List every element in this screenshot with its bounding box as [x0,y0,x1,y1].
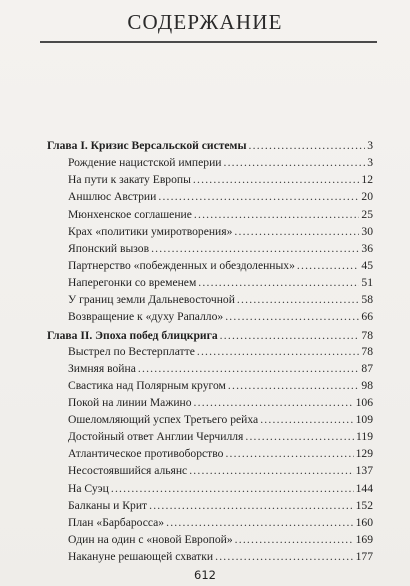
toc-leader-dots [198,276,359,290]
toc-entry [68,345,373,359]
toc-entry-title: Наперегонки со временем [68,276,197,289]
toc-entry [68,550,373,564]
toc-entry-title: Несостоявшийся альянс [68,464,188,478]
toc-entry [68,499,373,513]
toc-entry-title: На Суэц [68,481,109,495]
toc-chapter-2 [47,329,373,343]
toc-leader-dots [215,550,354,564]
toc-page-number: 169 [355,532,373,546]
toc-page-number: 144 [355,481,373,495]
toc-entry-title: Покой на линии Мажино [68,395,192,409]
toc-entry-title: У границ земли Дальневосточной [68,293,235,307]
toc-leader-dots [235,533,354,547]
toc-entry-title: На пути к закату Европы [68,173,191,187]
toc-entry [68,156,373,170]
toc-leader-dots [138,362,360,376]
toc-entry-title: Партнерство «побежденных и обездоленных» [68,258,295,272]
toc-page-number: 20 [361,190,373,204]
toc-entry-title: Один на один с «новой Европой» [68,532,233,546]
toc-page-number: 109 [355,413,373,426]
toc-leader-dots [228,379,360,393]
toc-entry-title: Атлантическое противоборство [68,447,224,461]
toc-entry [68,276,373,290]
toc-entry [68,533,373,547]
toc-page-number: 78 [361,344,373,358]
toc-entry-title: Крах «политики умиротворения» [68,224,233,238]
toc-entry [68,413,373,427]
toc-page-number: 58 [361,293,373,307]
toc-leader-dots [237,293,359,307]
toc-page-number: 98 [361,378,373,392]
toc-leader-dots [194,396,354,410]
toc-page-number: 177 [355,550,373,563]
toc-entry [68,482,373,496]
toc-page-number: 12 [361,173,373,187]
toc-entry [68,396,373,410]
toc-chapter-title: Глава I. Кризис Версальской системы [47,139,247,152]
toc-entry [68,242,373,256]
toc-page-number: 36 [361,241,373,255]
toc-leader-dots [193,173,360,187]
toc-leader-dots [189,464,353,478]
toc-page-number: 160 [355,515,373,529]
toc-page-number: 3 [367,139,373,152]
toc-page-number: 119 [356,430,373,444]
toc-entry [68,430,373,444]
toc-entry [68,208,373,222]
toc-entry-title: Свастика над Полярным кругом [68,378,226,392]
toc-page-number: 152 [355,498,373,512]
toc-entry [68,379,373,393]
toc-page-number: 51 [361,276,373,289]
toc-leader-dots [111,482,354,496]
toc-entry-title: Мюнхенское соглашение [68,207,192,221]
toc-leader-dots [223,156,365,170]
toc-entry-title: Балканы и Крит [68,498,148,512]
toc-leader-dots [297,259,360,273]
toc-page-number: 45 [361,258,373,272]
toc-entry-title: Выстрел по Вестерплатте [68,344,195,358]
toc-leader-dots [245,430,354,444]
toc-leader-dots [225,310,359,324]
toc-entry-title: Зимняя война [68,361,136,375]
toc-leader-dots [234,225,359,239]
toc-page-number: 30 [361,224,373,238]
toc-leader-dots [194,208,360,222]
toc-entry-title: Японский вызов [68,241,150,255]
page-number: 612 [194,568,216,582]
toc-leader-dots [149,499,354,513]
toc-entry [68,190,373,204]
toc-entry-title: Достойный ответ Англии Черчилля [68,430,244,444]
toc-entry [68,516,373,530]
toc-page-number: 3 [367,156,373,170]
toc-entry-title: Аншлюс Австрии [68,190,157,204]
toc-leader-dots [197,345,360,359]
toc-entry [68,293,373,307]
toc-chapter-1 [47,139,373,153]
toc-entry [68,225,373,239]
toc-page-number: 129 [355,447,373,461]
toc-page-number: 25 [361,207,373,221]
toc-leader-dots [260,413,353,427]
toc-entry [68,362,373,376]
toc-leader-dots [166,516,354,530]
toc-page-number: 66 [361,310,373,324]
toc-entry-title: Возвращение к «духу Рапалло» [68,310,224,324]
toc-chapter-title: Глава II. Эпоха побед блицкрига [47,329,218,343]
toc-leader-dots [225,447,353,461]
toc-page-number: 87 [361,361,373,375]
toc-page-number: 106 [355,395,373,409]
toc-entry [68,173,373,187]
page-title: СОДЕРЖАНИЕ [127,10,283,34]
toc-entry-title: План «Барбаросса» [68,515,165,529]
toc-page-number: 78 [361,329,373,343]
toc-entry [68,464,373,478]
toc-entry-title: Накануне решающей схватки [68,550,214,563]
toc-entry [68,447,373,461]
toc-leader-dots [151,242,359,256]
toc-leader-dots [249,139,366,153]
toc-entry-title: Ошеломляющий успех Третьего рейха [68,413,259,426]
toc-page-number: 137 [355,464,373,478]
toc-entry-title: Рождение нацистской империи [68,156,222,170]
toc-leader-dots [220,329,360,343]
toc-entry [68,310,373,324]
toc-leader-dots [158,190,359,204]
toc-entry [68,259,373,273]
